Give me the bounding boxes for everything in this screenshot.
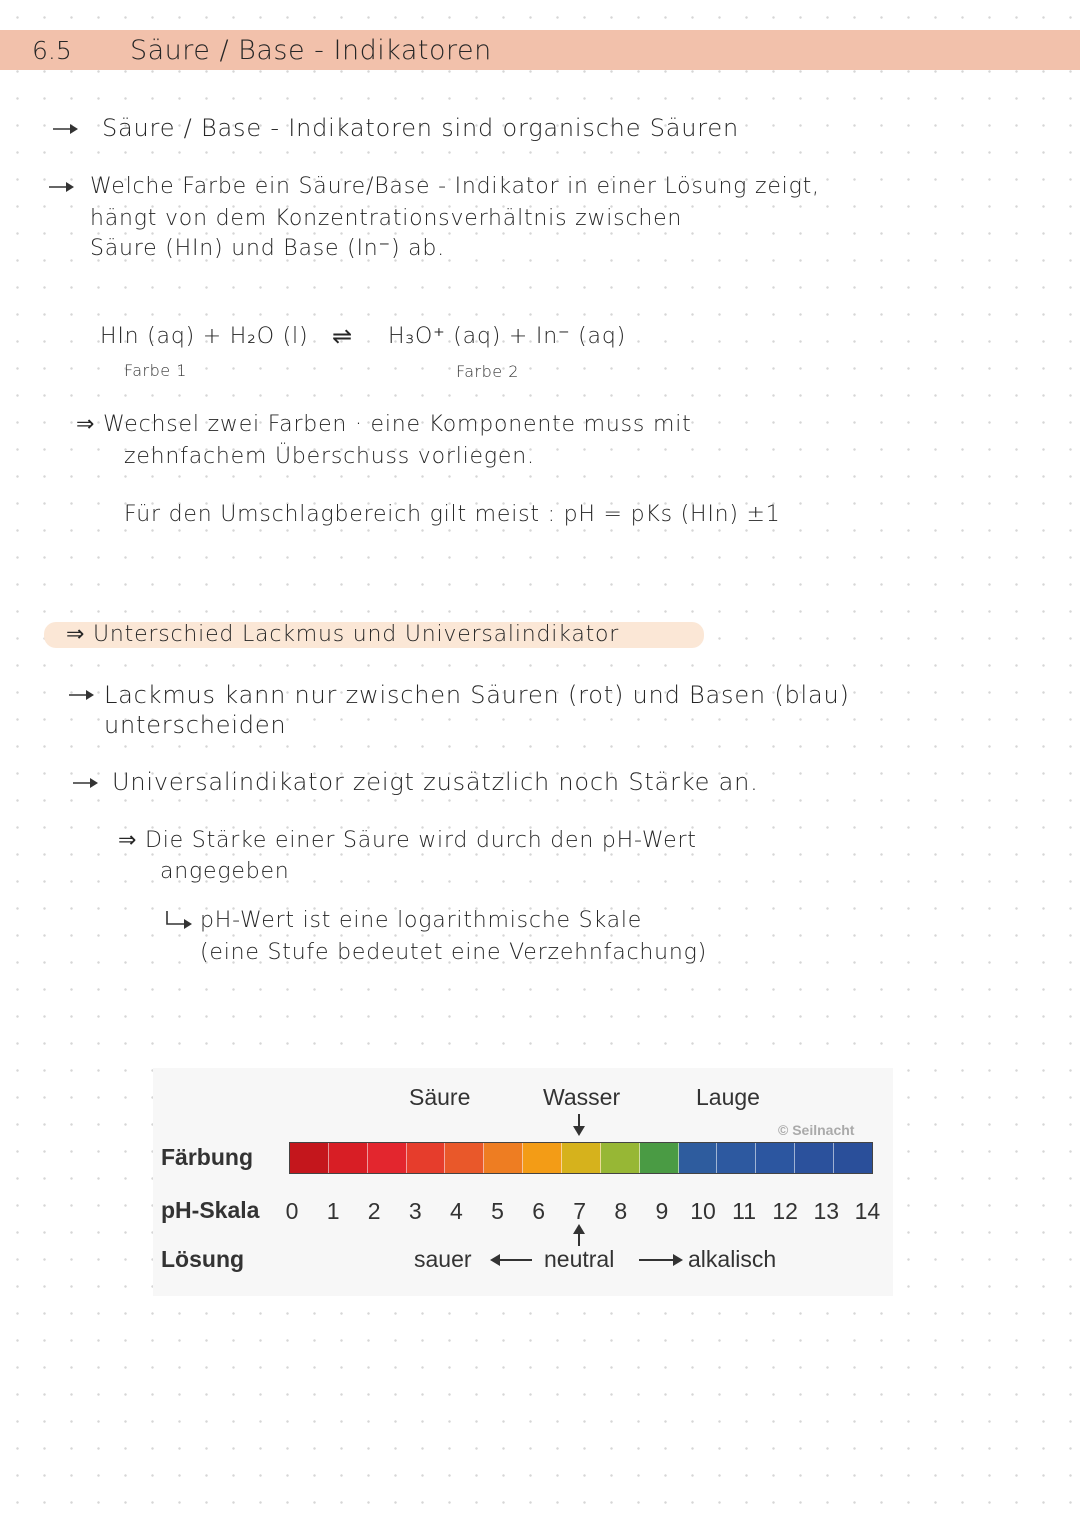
ph-color-segment (717, 1143, 756, 1173)
ph-tick-label: 9 (655, 1198, 669, 1224)
up-arrow-icon (572, 1224, 586, 1246)
row-label-color: Färbung (161, 1144, 253, 1170)
row-label-solution: Lösung (161, 1246, 245, 1272)
ph-tick-label: 3 (408, 1198, 422, 1224)
arrow-bullet-icon (72, 776, 100, 790)
note-color-depends-line1: Welche Farbe ein Säure/Base - Indikator in einer Lösung zeigt, (90, 174, 820, 199)
down-arrow-icon (572, 1114, 586, 1138)
heading-lackmus-vs-universal: ⇒ Unterschied Lackmus und Universalindikator (66, 622, 620, 647)
left-arrow-icon (490, 1252, 534, 1268)
ph-tick-label: 12 (772, 1198, 798, 1224)
equation-right-side: H₃O⁺ (aq) + In⁻ (aq) (388, 324, 626, 349)
arrow-bullet-icon (68, 688, 96, 702)
ph-tick-label: 7 (573, 1198, 587, 1224)
sub-arrow-icon (164, 910, 194, 932)
watermark: © Seilnacht (778, 1122, 855, 1138)
arrow-bullet-icon (52, 122, 80, 136)
ph-tick-label: 2 (367, 1198, 381, 1224)
note-indicators-organic-acids: Säure / Base - Indikatoren sind organische Säuren (102, 114, 739, 142)
note-color-change-line1: ⇒ Wechsel zwei Farben · eine Komponente muss mit (76, 412, 692, 437)
ph-tick-label: 10 (690, 1198, 716, 1224)
note-lackmus-line1: Lackmus kann nur zwischen Säuren (rot) und Basen (blau) (104, 681, 850, 709)
ph-color-segment (679, 1143, 718, 1173)
label-sauer: sauer (414, 1246, 472, 1272)
ph-color-segment (329, 1143, 368, 1173)
note-strength-line1: ⇒ Die Stärke einer Säure wird durch den pH-Wert (118, 828, 697, 853)
ph-color-segment (562, 1143, 601, 1173)
ph-color-segment (368, 1143, 407, 1173)
label-water: Wasser (543, 1084, 621, 1110)
ph-color-segment (756, 1143, 795, 1173)
label-color-2: Farbe 2 (456, 362, 519, 381)
label-base: Lauge (696, 1084, 760, 1110)
ph-tick-label: 6 (532, 1198, 545, 1224)
ph-tick-label: 5 (491, 1198, 504, 1224)
note-log-scale-line1: pH-Wert ist eine logarithmische Skale (200, 908, 643, 933)
label-acid: Säure (409, 1084, 471, 1110)
ph-tick-label: 13 (813, 1198, 840, 1224)
note-color-depends-line3: Säure (HIn) und Base (In⁻) ab. (90, 236, 445, 261)
note-color-depends-line2: hängt von dem Konzentrationsverhältnis zwischen (90, 206, 683, 231)
note-strength-line2: angegeben (160, 859, 290, 884)
ph-color-segment (445, 1143, 484, 1173)
ph-color-bar (289, 1142, 873, 1174)
ph-color-segment (407, 1143, 446, 1173)
note-transition-range: Für den Umschlagbereich gilt meist : pH = pKs (HIn) ±1 (124, 502, 781, 527)
section-number: 6.5 (32, 36, 72, 65)
ph-tick-label: 4 (449, 1198, 463, 1224)
ph-tick-label: 0 (285, 1198, 299, 1224)
right-arrow-icon (639, 1252, 683, 1268)
equilibrium-arrow-icon: ⇌ (332, 322, 353, 350)
note-log-scale-line2: (eine Stufe bedeutet eine Verzehnfachung) (200, 940, 707, 965)
note-color-change-line2: zehnfachem Überschuss vorliegen. (124, 444, 535, 469)
ph-color-segment (484, 1143, 523, 1173)
ph-color-segment (523, 1143, 562, 1173)
label-alkalisch: alkalisch (688, 1246, 777, 1272)
label-color-1: Farbe 1 (124, 361, 187, 380)
label-neutral: neutral (544, 1246, 615, 1272)
ph-tick-label: 14 (854, 1198, 881, 1224)
ph-tick-label: 11 (732, 1198, 757, 1224)
ph-color-segment (834, 1143, 872, 1173)
arrow-bullet-icon (48, 180, 76, 194)
ph-tick-label: 1 (326, 1198, 340, 1224)
note-universal-indicator: Universalindikator zeigt zusätzlich noch Stärke an. (112, 768, 759, 796)
ph-color-segment (601, 1143, 640, 1173)
ph-color-segment (795, 1143, 834, 1173)
row-label-ph-scale: pH-Skala (161, 1197, 260, 1223)
ph-tick-label: 8 (614, 1198, 628, 1224)
section-title: Säure / Base - Indikatoren (130, 35, 492, 66)
ph-color-segment (640, 1143, 679, 1173)
note-lackmus-line2: unterscheiden (104, 711, 287, 739)
ph-scale-chart (153, 1068, 893, 1296)
ph-color-segment (290, 1143, 329, 1173)
equation-left-side: HIn (aq) + H₂O (l) (100, 324, 309, 349)
